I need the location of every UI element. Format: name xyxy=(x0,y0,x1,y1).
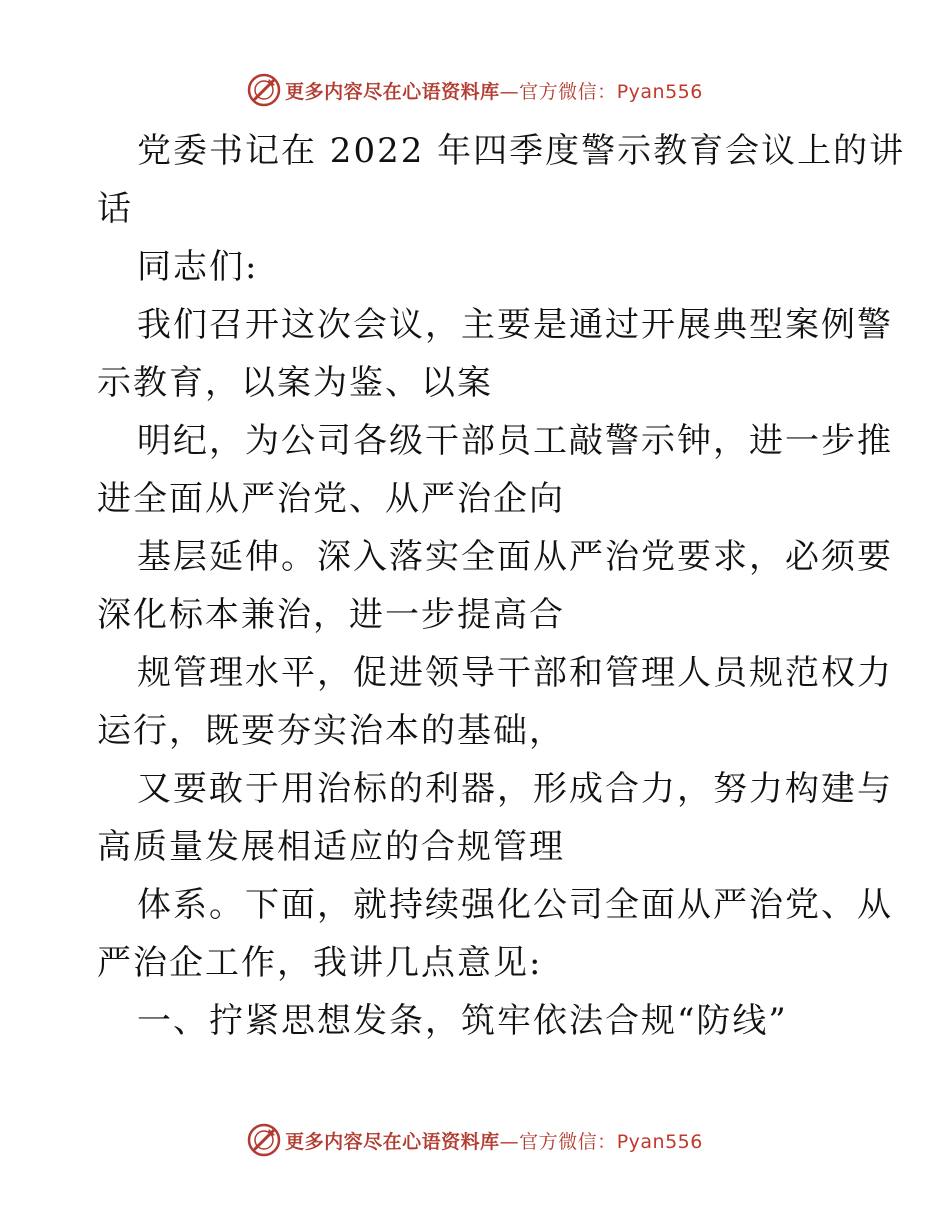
header-watermark xyxy=(0,70,950,110)
watermark-brand: 更多内容尽在心语资料库 xyxy=(285,80,500,103)
text-line: 明纪，为公司各级干部员工敲警示钟，进一步推 xyxy=(137,421,893,461)
text-line: 又要敢于用治标的利器，形成合力，努力构建与 xyxy=(137,769,893,809)
watermark-separator: — xyxy=(499,1130,520,1153)
text-line: 我们召开这次会议，主要是通过开展典型案例警 xyxy=(137,305,893,345)
watermark-content xyxy=(247,73,703,107)
text-line: 严治企工作，我讲几点意见: xyxy=(97,943,543,983)
watermark-contact-id: Pyan556 xyxy=(616,80,703,103)
seal-logo-icon xyxy=(247,73,281,107)
text-line: 话 xyxy=(97,189,133,229)
text-line: 一、拧紧思想发条，筑牢依法合规“防线” xyxy=(137,1001,788,1041)
text-line: 运行，既要夯实治本的基础， xyxy=(97,711,565,751)
text-line: 同志们: xyxy=(137,247,259,287)
watermark-content xyxy=(247,1123,703,1157)
text-line: 规管理水平，促进领导干部和管理人员规范权力 xyxy=(137,653,893,693)
watermark-contact-id: Pyan556 xyxy=(616,1130,703,1153)
text-line: 进全面从严治党、从严治企向 xyxy=(97,479,565,519)
text-line: 党委书记在 2022 年四季度警示教育会议上的讲 xyxy=(137,131,906,171)
text-line: 深化标本兼治，进一步提高合 xyxy=(97,595,565,635)
footer-watermark xyxy=(0,1120,950,1160)
text-line: 体系。下面，就持续强化公司全面从严治党、从 xyxy=(137,885,893,925)
watermark-separator: — xyxy=(499,80,520,103)
seal-logo-icon xyxy=(247,1123,281,1157)
text-line: 高质量发展相适应的合规管理 xyxy=(97,827,565,867)
watermark-text xyxy=(285,77,703,104)
document-body xyxy=(97,122,906,1050)
watermark-text xyxy=(285,1127,703,1154)
text-line: 基层延伸。深入落实全面从严治党要求，必须要 xyxy=(137,537,893,577)
text-line: 示教育，以案为鉴、以案 xyxy=(97,363,493,403)
watermark-contact-label: 官方微信： xyxy=(519,80,617,103)
watermark-brand: 更多内容尽在心语资料库 xyxy=(285,1130,500,1153)
watermark-contact-label: 官方微信： xyxy=(519,1130,617,1153)
